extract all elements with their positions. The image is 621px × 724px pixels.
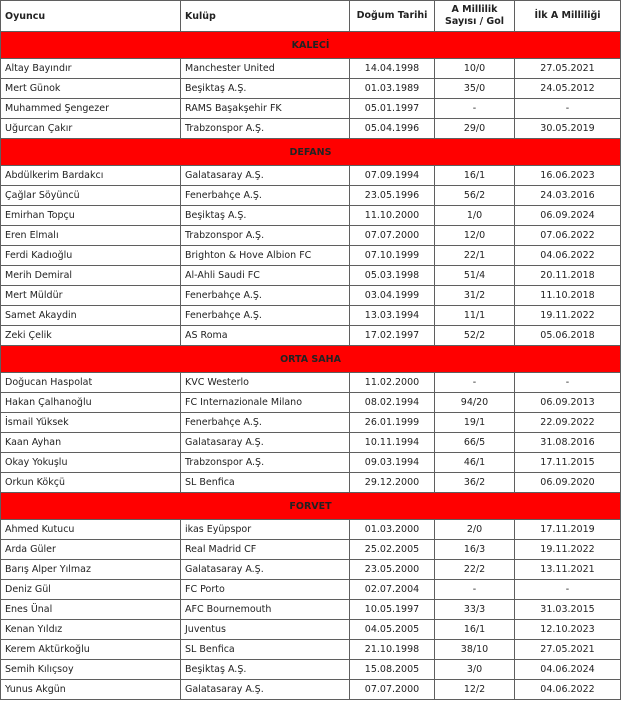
dob-cell: 13.03.1994: [350, 306, 435, 326]
debut-cell: 24.05.2012: [515, 79, 621, 99]
club-cell: KVC Westerlo: [181, 373, 350, 393]
player-cell: İsmail Yüksek: [1, 413, 181, 433]
debut-cell: 04.06.2022: [515, 680, 621, 700]
player-cell: Mert Günok: [1, 79, 181, 99]
club-cell: SL Benfica: [181, 640, 350, 660]
caps-cell: 66/5: [435, 433, 515, 453]
header-dob: Doğum Tarihi: [350, 1, 435, 32]
debut-cell: 19.11.2022: [515, 540, 621, 560]
debut-cell: 11.10.2018: [515, 286, 621, 306]
table-row: [1, 660, 621, 680]
debut-cell: 22.09.2022: [515, 413, 621, 433]
player-cell: Samet Akaydin: [1, 306, 181, 326]
table-row: [1, 59, 621, 79]
club-cell: AFC Bournemouth: [181, 600, 350, 620]
player-cell: Hakan Çalhanoğlu: [1, 393, 181, 413]
section-title: KALECİ: [1, 32, 621, 59]
table-row: [1, 540, 621, 560]
club-cell: Galatasaray A.Ş.: [181, 560, 350, 580]
caps-cell: 22/1: [435, 246, 515, 266]
table-row: [1, 266, 621, 286]
player-cell: Abdülkerim Bardakcı: [1, 166, 181, 186]
debut-cell: -: [515, 99, 621, 119]
debut-cell: -: [515, 580, 621, 600]
caps-cell: 46/1: [435, 453, 515, 473]
debut-cell: 20.11.2018: [515, 266, 621, 286]
player-cell: Orkun Kökçü: [1, 473, 181, 493]
debut-cell: 19.11.2022: [515, 306, 621, 326]
player-cell: Ferdi Kadıoğlu: [1, 246, 181, 266]
caps-cell: -: [435, 373, 515, 393]
player-cell: Semih Kılıçsoy: [1, 660, 181, 680]
caps-cell: 10/0: [435, 59, 515, 79]
caps-cell: 12/2: [435, 680, 515, 700]
club-cell: FC Porto: [181, 580, 350, 600]
debut-cell: 27.05.2021: [515, 59, 621, 79]
player-cell: Deniz Gül: [1, 580, 181, 600]
section-header-row: [1, 493, 621, 520]
player-cell: Kerem Aktürkoğlu: [1, 640, 181, 660]
player-cell: Barış Alper Yılmaz: [1, 560, 181, 580]
club-cell: Galatasaray A.Ş.: [181, 433, 350, 453]
table-row: [1, 600, 621, 620]
debut-cell: 30.05.2019: [515, 119, 621, 139]
dob-cell: 09.03.1994: [350, 453, 435, 473]
debut-cell: 05.06.2018: [515, 326, 621, 346]
debut-cell: 06.09.2024: [515, 206, 621, 226]
caps-cell: 11/1: [435, 306, 515, 326]
debut-cell: 12.10.2023: [515, 620, 621, 640]
table-row: [1, 246, 621, 266]
caps-cell: 22/2: [435, 560, 515, 580]
caps-cell: 16/1: [435, 166, 515, 186]
dob-cell: 07.07.2000: [350, 680, 435, 700]
table-row: [1, 413, 621, 433]
dob-cell: 14.04.1998: [350, 59, 435, 79]
table-row: [1, 580, 621, 600]
table-row: [1, 473, 621, 493]
debut-cell: 04.06.2024: [515, 660, 621, 680]
section-header-row: [1, 139, 621, 166]
player-cell: Zeki Çelik: [1, 326, 181, 346]
caps-cell: 31/2: [435, 286, 515, 306]
header-debut: İlk A Milliliği: [515, 1, 621, 32]
debut-cell: 24.03.2016: [515, 186, 621, 206]
dob-cell: 08.02.1994: [350, 393, 435, 413]
player-cell: Çağlar Söyüncü: [1, 186, 181, 206]
debut-cell: 06.09.2013: [515, 393, 621, 413]
header-player: Oyuncu: [1, 1, 181, 32]
section-header-row: [1, 32, 621, 59]
table-row: [1, 560, 621, 580]
caps-cell: 3/0: [435, 660, 515, 680]
table-row: [1, 373, 621, 393]
club-cell: Galatasaray A.Ş.: [181, 680, 350, 700]
table-row: [1, 226, 621, 246]
debut-cell: 31.03.2015: [515, 600, 621, 620]
player-cell: Ahmed Kutucu: [1, 520, 181, 540]
club-cell: RAMS Başakşehir FK: [181, 99, 350, 119]
player-cell: Merih Demiral: [1, 266, 181, 286]
club-cell: SL Benfica: [181, 473, 350, 493]
player-cell: Enes Ünal: [1, 600, 181, 620]
dob-cell: 23.05.1996: [350, 186, 435, 206]
caps-cell: 16/1: [435, 620, 515, 640]
club-cell: AS Roma: [181, 326, 350, 346]
dob-cell: 25.02.2005: [350, 540, 435, 560]
dob-cell: 17.02.1997: [350, 326, 435, 346]
debut-cell: 27.05.2021: [515, 640, 621, 660]
dob-cell: 07.09.1994: [350, 166, 435, 186]
club-cell: ikas Eyüpspor: [181, 520, 350, 540]
table-row: [1, 286, 621, 306]
player-cell: Kaan Ayhan: [1, 433, 181, 453]
table-row: [1, 393, 621, 413]
club-cell: Al-Ahli Saudi FC: [181, 266, 350, 286]
club-cell: Trabzonspor A.Ş.: [181, 119, 350, 139]
dob-cell: 05.01.1997: [350, 99, 435, 119]
caps-cell: 12/0: [435, 226, 515, 246]
player-cell: Yunus Akgün: [1, 680, 181, 700]
dob-cell: 11.10.2000: [350, 206, 435, 226]
club-cell: Real Madrid CF: [181, 540, 350, 560]
table-row: [1, 520, 621, 540]
club-cell: Trabzonspor A.Ş.: [181, 226, 350, 246]
table-row: [1, 620, 621, 640]
dob-cell: 07.07.2000: [350, 226, 435, 246]
dob-cell: 11.02.2000: [350, 373, 435, 393]
dob-cell: 01.03.1989: [350, 79, 435, 99]
dob-cell: 02.07.2004: [350, 580, 435, 600]
table-row: [1, 306, 621, 326]
player-cell: Altay Bayındır: [1, 59, 181, 79]
player-cell: Emirhan Topçu: [1, 206, 181, 226]
player-cell: Uğurcan Çakır: [1, 119, 181, 139]
debut-cell: 06.09.2020: [515, 473, 621, 493]
dob-cell: 15.08.2005: [350, 660, 435, 680]
club-cell: Fenerbahçe A.Ş.: [181, 286, 350, 306]
caps-cell: 33/3: [435, 600, 515, 620]
caps-cell: 35/0: [435, 79, 515, 99]
caps-cell: 2/0: [435, 520, 515, 540]
section-title: DEFANS: [1, 139, 621, 166]
player-cell: Mert Müldür: [1, 286, 181, 306]
table-row: [1, 326, 621, 346]
table-body: [1, 32, 621, 700]
table-row: [1, 206, 621, 226]
dob-cell: 05.03.1998: [350, 266, 435, 286]
table-row: [1, 680, 621, 700]
debut-cell: 13.11.2021: [515, 560, 621, 580]
dob-cell: 05.04.1996: [350, 119, 435, 139]
table-row: [1, 433, 621, 453]
header-club: Kulüp: [181, 1, 350, 32]
header-row: [1, 1, 621, 32]
caps-cell: 94/20: [435, 393, 515, 413]
dob-cell: 10.11.1994: [350, 433, 435, 453]
table-row: [1, 166, 621, 186]
caps-cell: 29/0: [435, 119, 515, 139]
player-cell: Doğucan Haspolat: [1, 373, 181, 393]
dob-cell: 21.10.1998: [350, 640, 435, 660]
dob-cell: 29.12.2000: [350, 473, 435, 493]
debut-cell: 07.06.2022: [515, 226, 621, 246]
dob-cell: 23.05.2000: [350, 560, 435, 580]
player-cell: Kenan Yıldız: [1, 620, 181, 640]
caps-cell: 19/1: [435, 413, 515, 433]
caps-cell: 16/3: [435, 540, 515, 560]
player-cell: Muhammed Şengezer: [1, 99, 181, 119]
club-cell: Brighton & Hove Albion FC: [181, 246, 350, 266]
table-row: [1, 79, 621, 99]
caps-cell: -: [435, 99, 515, 119]
debut-cell: 17.11.2019: [515, 520, 621, 540]
club-cell: Beşiktaş A.Ş.: [181, 79, 350, 99]
club-cell: Galatasaray A.Ş.: [181, 166, 350, 186]
caps-cell: 52/2: [435, 326, 515, 346]
club-cell: FC Internazionale Milano: [181, 393, 350, 413]
caps-cell: 56/2: [435, 186, 515, 206]
caps-cell: 1/0: [435, 206, 515, 226]
debut-cell: -: [515, 373, 621, 393]
dob-cell: 07.10.1999: [350, 246, 435, 266]
club-cell: Fenerbahçe A.Ş.: [181, 186, 350, 206]
club-cell: Beşiktaş A.Ş.: [181, 206, 350, 226]
debut-cell: 04.06.2022: [515, 246, 621, 266]
section-title: ORTA SAHA: [1, 346, 621, 373]
club-cell: Fenerbahçe A.Ş.: [181, 413, 350, 433]
club-cell: Manchester United: [181, 59, 350, 79]
club-cell: Fenerbahçe A.Ş.: [181, 306, 350, 326]
club-cell: Beşiktaş A.Ş.: [181, 660, 350, 680]
caps-cell: 51/4: [435, 266, 515, 286]
dob-cell: 03.04.1999: [350, 286, 435, 306]
caps-cell: 36/2: [435, 473, 515, 493]
club-cell: Juventus: [181, 620, 350, 640]
table-row: [1, 119, 621, 139]
player-cell: Eren Elmalı: [1, 226, 181, 246]
player-cell: Arda Güler: [1, 540, 181, 560]
dob-cell: 04.05.2005: [350, 620, 435, 640]
club-cell: Trabzonspor A.Ş.: [181, 453, 350, 473]
debut-cell: 16.06.2023: [515, 166, 621, 186]
caps-cell: -: [435, 580, 515, 600]
caps-cell: 38/10: [435, 640, 515, 660]
section-header-row: [1, 346, 621, 373]
debut-cell: 17.11.2015: [515, 453, 621, 473]
debut-cell: 31.08.2016: [515, 433, 621, 453]
dob-cell: 01.03.2000: [350, 520, 435, 540]
dob-cell: 26.01.1999: [350, 413, 435, 433]
section-title: FORVET: [1, 493, 621, 520]
table-row: [1, 99, 621, 119]
table-row: [1, 640, 621, 660]
header-caps: A Millilik Sayısı / Gol: [435, 1, 515, 32]
table-row: [1, 453, 621, 473]
player-cell: Okay Yokuşlu: [1, 453, 181, 473]
dob-cell: 10.05.1997: [350, 600, 435, 620]
table-row: [1, 186, 621, 206]
